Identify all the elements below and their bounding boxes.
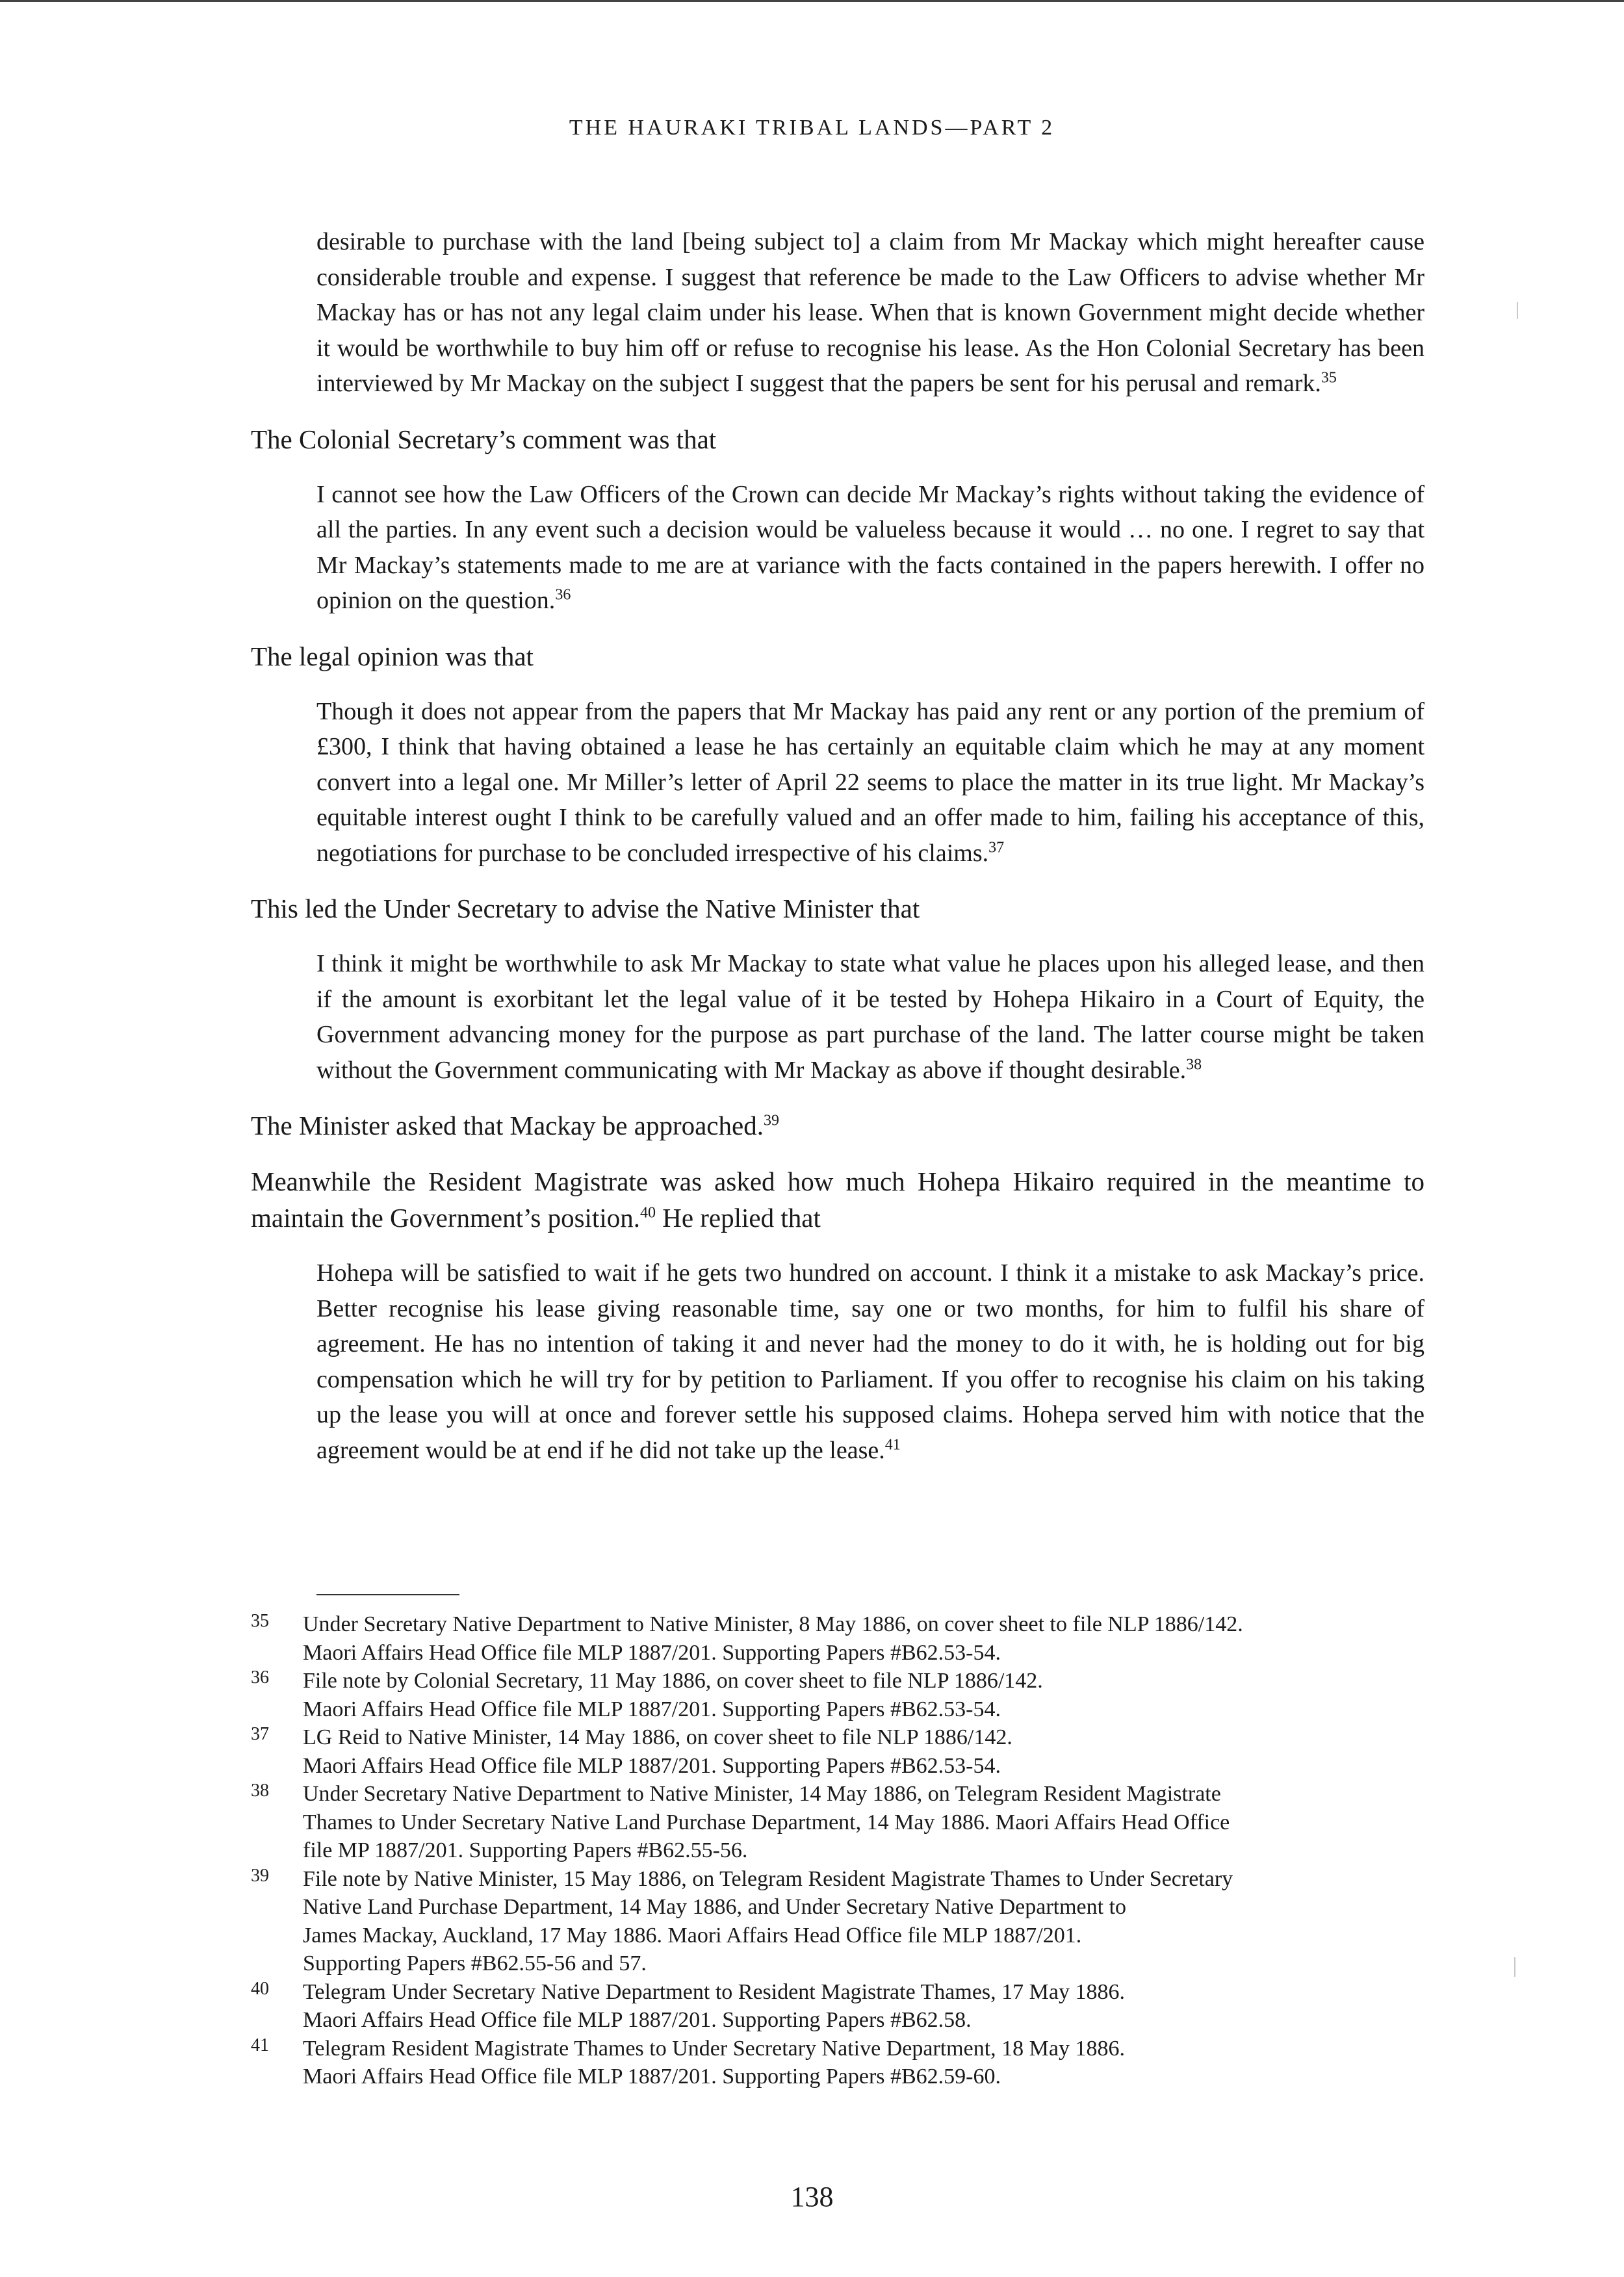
footnote-ref: 41	[884, 1435, 901, 1453]
margin-speck	[1517, 302, 1518, 319]
paragraph-text: The Colonial Secretary’s comment was that	[251, 424, 717, 454]
block-quote	[316, 946, 1424, 1088]
body-paragraph	[251, 890, 1424, 927]
running-head: THE HAURAKI TRIBAL LANDS—PART 2	[569, 116, 1055, 140]
footnote	[251, 1667, 1434, 1723]
block-quote	[316, 694, 1424, 871]
quote-text: Hohepa will be satisfied to wait if he gets two hundred on account. I think it a mistake to ask Mackay’s price. Better recognise his lease giving reasonable time, say one or two months, for him to fulfil his share of agreement. He has no intention of taking it and never had the money to do it with, he is holding out for big compensation which he will try for by petition to Parliament. If you offer to recognise his claim on his taking up the lease you will at once and forever settle his supposed claims. Hohepa served him with notice that the agreement would be at end if he did not take up the lease.	[316, 1259, 1424, 1464]
footnote-number: 41	[251, 2035, 269, 2055]
footnote-number: 40	[251, 1978, 269, 1999]
footnote-text	[303, 1865, 1434, 1978]
footnote-line: Maori Affairs Head Office file MLP 1887/201. Supporting Papers #B62.58.	[303, 2008, 972, 2032]
footnote-ref: 38	[1186, 1055, 1202, 1073]
paragraph-text: The legal opinion was that	[251, 641, 534, 671]
block-quote	[316, 477, 1424, 619]
footnote-line: Maori Affairs Head Office file MLP 1887/201. Supporting Papers #B62.53-54.	[303, 1753, 1001, 1778]
footnote-text	[303, 1667, 1434, 1723]
footnote-text	[303, 1780, 1434, 1865]
footnote-ref: 40	[639, 1204, 656, 1222]
footnote-number: 35	[251, 1611, 269, 1631]
footnote	[251, 1723, 1434, 1780]
footnote-line: Maori Affairs Head Office file MLP 1887/201. Supporting Papers #B62.53-54.	[303, 1697, 1001, 1721]
footnote-rule	[316, 1594, 459, 1595]
footnote	[251, 2035, 1434, 2091]
footnote	[251, 1780, 1434, 1865]
footnote-ref: 39	[763, 1112, 779, 1129]
footnote-ref: 37	[988, 838, 1005, 856]
footnote-line: Telegram Under Secretary Native Department to Resident Magistrate Thames, 17 May 1886.	[303, 1979, 1125, 2004]
footnote	[251, 1865, 1434, 1978]
quote-text: I cannot see how the Law Officers of the Crown can decide Mr Mackay’s rights without taking the evidence of all the parties. In any event such a decision would be valueless because it would … no one. I regret to say that Mr Mackay’s statements made to me are at variance with the facts contained in the papers herewith. I offer no opinion on the question.	[316, 480, 1424, 614]
footnote-number: 37	[251, 1724, 269, 1744]
footnote-line: Maori Affairs Head Office file MLP 1887/201. Supporting Papers #B62.59-60.	[303, 2065, 1001, 2089]
paragraph-text: Meanwhile the Resident Magistrate was asked how much Hohepa Hikairo required in the meantime to maintain the Government’s position.	[251, 1166, 1424, 1233]
footnote-line: File note by Colonial Secretary, 11 May 1886, on cover sheet to file NLP 1886/142.	[303, 1669, 1043, 1693]
footnote	[251, 1978, 1434, 2035]
footnote-line: File note by Native Minister, 15 May 1886, on Telegram Resident Magistrate Thames to Under Secretary	[303, 1866, 1233, 1891]
body-paragraph	[251, 1163, 1424, 1236]
block-quote	[316, 224, 1424, 402]
page-top-border	[0, 0, 1624, 2]
footnote-line: Native Land Purchase Department, 14 May 1886, and Under Secretary Native Department to	[303, 1895, 1127, 1919]
body-text	[251, 224, 1424, 1468]
body-paragraph	[251, 1107, 1424, 1144]
footnote-text	[303, 1610, 1434, 1667]
margin-speck	[1514, 1957, 1515, 1977]
footnote-line: Telegram Resident Magistrate Thames to Under Secretary Native Department, 18 May 1886.	[303, 2036, 1125, 2061]
body-paragraph	[251, 421, 1424, 457]
footnote-ref: 35	[1321, 369, 1337, 387]
quote-text: Though it does not appear from the papers that Mr Mackay has paid any rent or any portion of the premium of £300, I think that having obtained a lease he has certainly an equitable claim which he may at any moment convert into a legal one. Mr Miller’s letter of April 22 seems to place the matter in its true light. Mr Mackay’s equitable interest ought I think to be carefully valued and an offer made to him, failing his acceptance of this, negotiations for purchase to be concluded irrespective of his claims.	[316, 697, 1424, 867]
footnote-line: Maori Affairs Head Office file MLP 1887/201. Supporting Papers #B62.53-54.	[303, 1640, 1001, 1665]
footnote-number: 39	[251, 1865, 269, 1886]
footnote-text	[303, 2035, 1434, 2091]
paragraph-text: The Minister asked that Mackay be approached.	[251, 1111, 764, 1140]
footnote	[251, 1610, 1434, 1667]
body-paragraph	[251, 638, 1424, 675]
footnote-line: Supporting Papers #B62.55-56 and 57.	[303, 1951, 647, 1975]
footnote-line: Under Secretary Native Department to Native Minister, 8 May 1886, on cover sheet to file NLP 1886/142.	[303, 1612, 1243, 1636]
block-quote	[316, 1255, 1424, 1468]
footnote-text	[303, 1723, 1434, 1780]
footnote-number: 38	[251, 1781, 269, 1801]
footnote-number: 36	[251, 1667, 269, 1688]
page-number: 138	[790, 2181, 834, 2213]
footnotes	[251, 1610, 1434, 2091]
footnote-line: file MP 1887/201. Supporting Papers #B62.55-56.	[303, 1838, 748, 1862]
footnote-line: James Mackay, Auckland, 17 May 1886. Maori Affairs Head Office file MLP 1887/201.	[303, 1923, 1082, 1948]
paragraph-text-continued: He replied that	[655, 1203, 821, 1233]
footnote-ref: 36	[555, 586, 571, 604]
paragraph-text: This led the Under Secretary to advise the Native Minister that	[251, 894, 920, 923]
footnote-line: LG Reid to Native Minister, 14 May 1886, on cover sheet to file NLP 1886/142.	[303, 1725, 1012, 1749]
quote-text: I think it might be worthwhile to ask Mr Mackay to state what value he places upon his alleged lease, and then if the amount is exorbitant let the legal value of it be tested by Hohepa Hikairo in a Court of Equity, the Government advancing money for the purpose as part purchase of the land. The latter course might be taken without the Government communicating with Mr Mackay as above if thought desirable.	[316, 950, 1424, 1084]
footnote-line: Thames to Under Secretary Native Land Purchase Department, 14 May 1886. Maori Affairs Head Office	[303, 1810, 1230, 1834]
footnote-text	[303, 1978, 1434, 2035]
footnote-line: Under Secretary Native Department to Native Minister, 14 May 1886, on Telegram Resident Magistrate	[303, 1782, 1221, 1806]
quote-text: desirable to purchase with the land [being subject to] a claim from Mr Mackay which might hereafter cause considerable trouble and expense. I suggest that reference be made to the Law Officers to advise whether Mr Mackay has or has not any legal claim under his lease. When that is known Government might decide whether it would be worthwhile to buy him off or refuse to recognise his lease. As the Hon Colonial Secretary has been interviewed by Mr Mackay on the subject I suggest that the papers be sent for his perusal and remark.	[316, 228, 1424, 397]
